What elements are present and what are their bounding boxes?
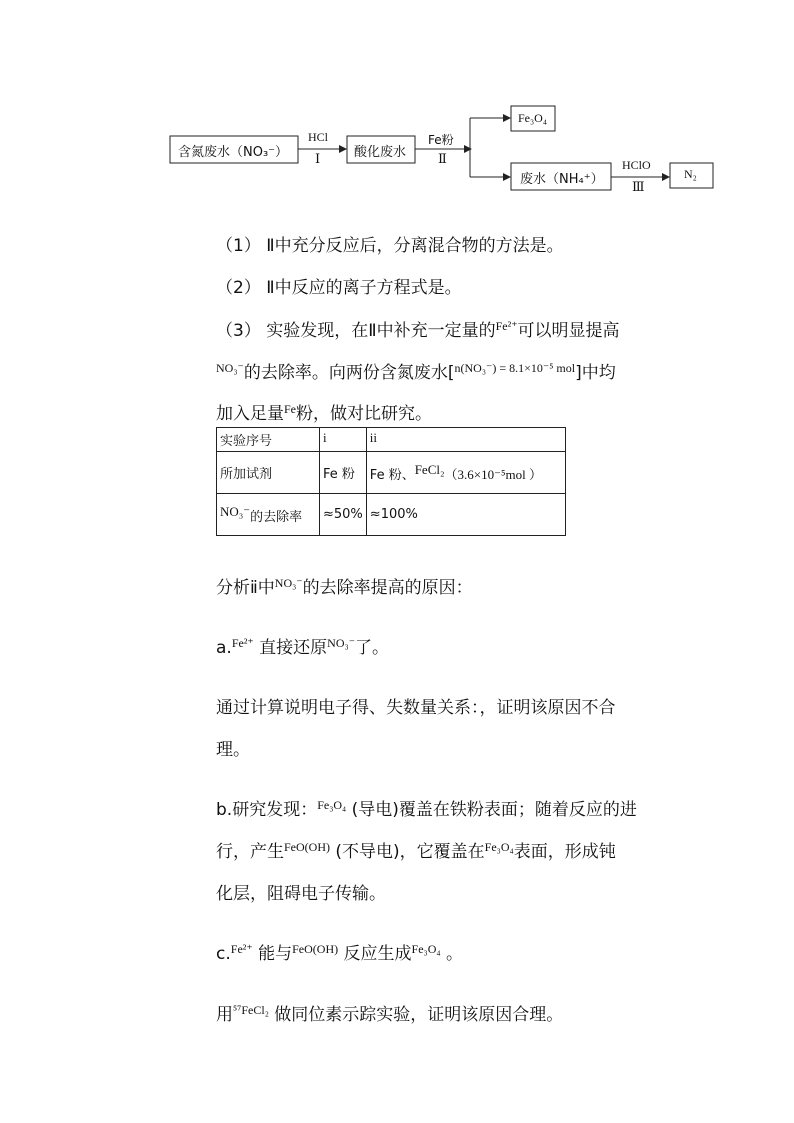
reagent-ii-fe: Fe 粉、: [369, 468, 415, 483]
reason-b-fe3o4: Fe₃O₄: [317, 798, 347, 812]
table-cell-removal-ii: ≈100%: [366, 494, 565, 536]
reason-b-text2a: 行，产生: [216, 842, 284, 862]
flow-box3-label: Fe₃O₄: [518, 111, 548, 125]
calc-line-1: 通过计算说明电子得、失数量关系：，证明该原因不合: [216, 698, 616, 718]
reason-c-end: 。: [445, 944, 463, 964]
question-1-number: （1）: [216, 236, 261, 256]
flow-arrow1-top-label: HCl: [308, 130, 329, 144]
flow-arrow1-bottom-label: Ⅰ: [315, 151, 321, 166]
comparison-table: [216, 427, 566, 536]
table-cell-removal-i: ≈50%: [320, 494, 367, 536]
reason-b-prefix: b.研究发现：: [216, 800, 318, 820]
reagent-ii-amount: （3.6×10⁻⁵mol ）: [444, 467, 542, 482]
question-3-text-c: 的去除率。向两份含氮废水[: [243, 363, 455, 383]
flow-box1-label: 含氮废水（NO₃⁻）: [178, 145, 289, 160]
table-header-cell: 实验序号: [217, 428, 320, 452]
question-1: [216, 231, 564, 256]
reason-a-end: 了。: [355, 638, 390, 658]
reason-c: [216, 939, 463, 964]
flow-arrow3-bottom-label: Ⅲ: [632, 179, 645, 194]
removal-label-text: 的去除率: [250, 510, 303, 525]
flow-arrow2-bottom-label: Ⅱ: [438, 151, 447, 166]
table-cell-reagent-label: 所加试剂: [217, 452, 320, 494]
question-3-text-e: 加入足量: [216, 404, 284, 424]
question-3-text-b: 可以明显提高: [517, 321, 620, 341]
process-flow-diagram: [0, 0, 794, 210]
question-3-text-d: ]中均: [575, 363, 616, 383]
flow-arrow3-top-label: HClO: [622, 158, 651, 172]
reason-b-text2b: (不导电)，它覆盖在: [335, 842, 485, 862]
analysis-no3: NO₃⁻: [274, 576, 303, 590]
flow-box5-label: N₂: [684, 167, 697, 181]
isotope-line-a: 用: [216, 1005, 233, 1025]
question-3-number: （3）: [216, 321, 261, 341]
reason-c-fe2: Fe²⁺: [230, 942, 253, 956]
question-2: [216, 273, 462, 298]
reason-c-mid: 能与: [258, 944, 293, 964]
question-2-number: （2）: [216, 278, 261, 298]
table-row: [217, 494, 566, 536]
table-cell-reagent-i: Fe 粉: [320, 452, 367, 494]
reason-b-line-1: [216, 795, 637, 820]
table-header-cell: i: [320, 428, 367, 452]
reason-b-line-2: [216, 837, 616, 862]
isotope-fecl2: ⁵⁷FeCl₂: [233, 1003, 269, 1017]
table-row: [217, 452, 566, 494]
reason-b-fe3o4-2: Fe₃O₄: [484, 840, 514, 854]
reason-b-text2c: 表面，形成钝: [513, 842, 616, 862]
analysis-heading: [216, 573, 473, 598]
calc-line-2: 理。: [216, 740, 250, 760]
no3-formula: NO₃⁻: [216, 361, 244, 375]
fe2-formula: Fe²⁺: [495, 319, 518, 333]
reason-b-line-3: 化层，阻碍电子传输。: [216, 884, 386, 904]
question-3-text-f: 粉，做对比研究。: [296, 404, 432, 424]
question-2-text: Ⅱ中反应的离子方程式是。: [266, 278, 462, 298]
analysis-heading-a: 分析ⅱ中: [216, 578, 275, 598]
reason-b-feooh: FeO(OH): [284, 840, 330, 854]
reason-a: [216, 633, 389, 658]
reason-c-prefix: c.: [216, 944, 231, 964]
reason-c-mid2: 反应生成: [343, 944, 412, 964]
flow-box4-label: 废水（NH₄⁺）: [520, 172, 604, 187]
question-3-text-a: 实验发现，在Ⅱ中补充一定量的: [266, 321, 496, 341]
table-header-row: [217, 428, 566, 452]
question-3-line-3: [216, 399, 432, 424]
reagent-ii-fecl2: FeCl₂: [414, 462, 445, 477]
table-header-cell: ii: [366, 428, 565, 452]
isotope-line: [216, 1000, 563, 1025]
question-3-line-2: [216, 358, 616, 383]
question-3-line-1: [216, 316, 620, 341]
table-cell-reagent-ii: [366, 452, 565, 494]
isotope-line-b: 做同位素示踪实验，证明该原因合理。: [274, 1005, 564, 1025]
flow-arrow2-top-label: Fe粉: [428, 133, 454, 147]
flow-box2-label: 酸化废水: [354, 145, 407, 160]
analysis-heading-b: 的去除率提高的原因：: [302, 578, 473, 598]
reason-a-fe2: Fe²⁺: [231, 636, 254, 650]
fe-formula: Fe: [284, 402, 296, 416]
reason-a-prefix: a.: [216, 638, 232, 658]
reason-b-text1: (导电)覆盖在铁粉表面；随着反应的进: [351, 800, 637, 820]
table-cell-removal-label: [217, 494, 320, 536]
reason-a-mid: 直接还原: [259, 638, 328, 658]
reason-a-no3: NO₃⁻: [327, 636, 356, 650]
reason-c-feooh: FeO(OH): [292, 942, 339, 956]
removal-label-no3: NO₃⁻: [220, 504, 251, 519]
nitrate-amount-expression: n(NO₃⁻) = 8.1×10⁻⁵ mol: [454, 361, 576, 375]
question-1-text: Ⅱ中充分反应后，分离混合物的方法是。: [266, 236, 564, 256]
reason-c-fe3o4: Fe₃O₄: [411, 942, 441, 956]
